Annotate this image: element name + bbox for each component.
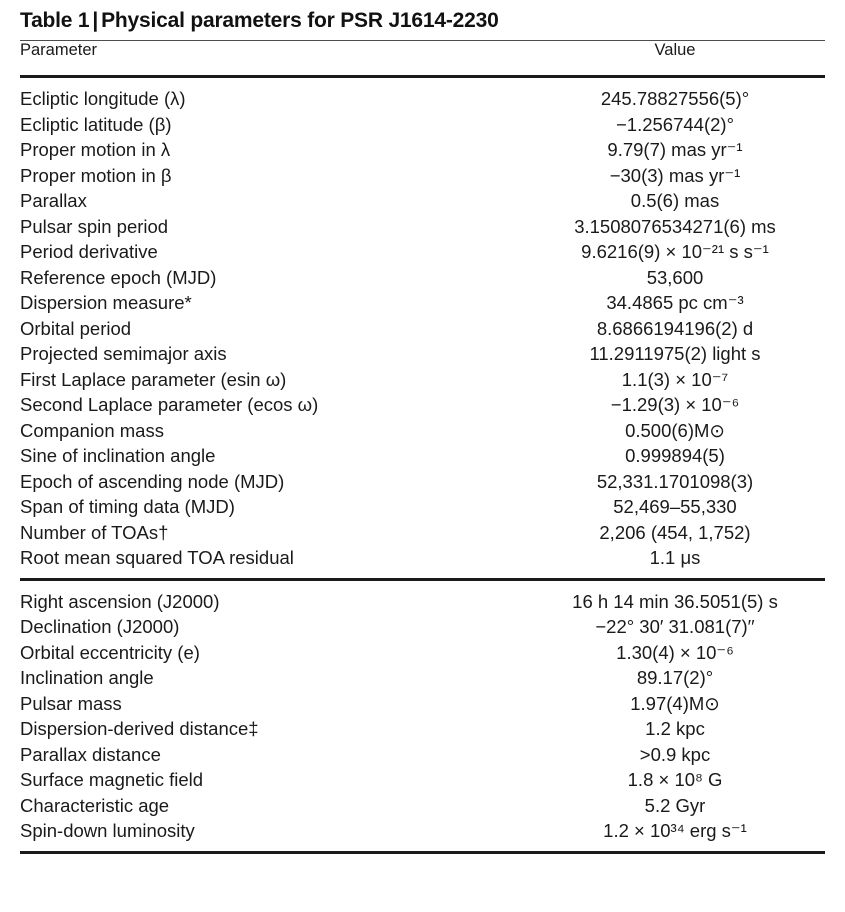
- parameter-value-cell: 0.500(6)M⊙: [625, 419, 725, 441]
- parameter-name-cell: Ecliptic latitude (β): [20, 113, 172, 135]
- parameter-value-cell: 53,600: [646, 266, 704, 288]
- parameter-name-cell: Second Laplace parameter (ecos ω): [20, 394, 319, 415]
- table-row: [20, 418, 825, 444]
- table-row: [20, 367, 825, 393]
- section-measured-body: [20, 78, 825, 578]
- table-row: [20, 494, 825, 520]
- table-row: [20, 188, 825, 214]
- table-row: [20, 214, 825, 240]
- parameter-name-cell: Proper motion in λ: [20, 139, 171, 160]
- section-bottom-spacer: [20, 571, 825, 578]
- table-row: [20, 316, 825, 342]
- parameter-value-cell: 0.999894(5): [625, 445, 725, 466]
- parameter-value-cell: 11.2911975(2) light s: [589, 343, 761, 364]
- table-header-row: [20, 41, 825, 75]
- parameter-value-cell: 8.6866194196(2) d: [596, 317, 754, 339]
- parameter-value-cell: 1.8 × 10⁸ G: [627, 769, 723, 790]
- parameter-name-cell: Surface magnetic field: [20, 769, 204, 790]
- parameter-name-cell: Period derivative: [20, 241, 158, 262]
- table-row: [20, 589, 825, 615]
- rule-table-bottom: [20, 851, 825, 854]
- parameter-name-cell: Right ascension (J2000): [20, 590, 220, 612]
- parameter-value-cell: 52,469–55,330: [613, 496, 737, 517]
- parameter-value-cell: 1.2 kpc: [645, 718, 705, 739]
- table-label: Table 1: [20, 9, 90, 32]
- section-measured-parameters: [20, 78, 825, 578]
- parameter-name-cell: Root mean squared TOA residual: [20, 547, 294, 568]
- parameter-value-cell: 34.4865 pc cm⁻³: [606, 292, 744, 313]
- table-row: [20, 520, 825, 546]
- parameter-value-cell: −1.256744(2)°: [616, 113, 734, 135]
- parameter-name-cell: Span of timing data (MJD): [20, 496, 235, 517]
- parameter-value-cell: 1.1(3) × 10⁻⁷: [621, 368, 729, 390]
- parameter-name-cell: Projected semimajor axis: [20, 343, 227, 364]
- parameter-name-cell: Characteristic age: [20, 794, 170, 816]
- parameter-name-cell: Ecliptic longitude (λ): [20, 88, 186, 109]
- column-header-parameter: Parameter: [20, 41, 98, 59]
- section-bottom-spacer: [20, 844, 825, 851]
- parameter-value-cell: 9.79(7) mas yr⁻¹: [607, 139, 743, 160]
- section-derived-parameters: [20, 581, 825, 851]
- table-row: [20, 767, 825, 793]
- parameter-value-cell: 245.78827556(5)°: [600, 88, 750, 109]
- table-row: [20, 290, 825, 316]
- parameter-name-cell: Epoch of ascending node (MJD): [20, 470, 285, 492]
- parameter-value-cell: 1.30(4) × 10⁻⁶: [616, 641, 734, 663]
- table-title-separator: |: [92, 9, 99, 32]
- parameter-name-cell: Spin-down luminosity: [20, 820, 195, 841]
- table-header: [20, 41, 825, 75]
- parameters-table: [20, 41, 825, 75]
- parameter-name-cell: Parallax distance: [20, 743, 161, 765]
- table-row: [20, 392, 825, 418]
- parameter-name-cell: Pulsar mass: [20, 692, 122, 714]
- parameter-value-cell: 89.17(2)°: [636, 667, 714, 688]
- parameter-name-cell: Dispersion measure*: [20, 292, 192, 313]
- parameter-name-cell: Declination (J2000): [20, 616, 180, 637]
- table-row: [20, 112, 825, 138]
- section-top-spacer: [20, 78, 825, 86]
- table-row: [20, 716, 825, 742]
- table-row: [20, 469, 825, 495]
- table-row: [20, 239, 825, 265]
- parameter-value-cell: 16 h 14 min 36.5051(5) s: [572, 590, 778, 612]
- table-row: [20, 443, 825, 469]
- table-row: [20, 614, 825, 640]
- parameter-value-cell: 5.2 Gyr: [644, 794, 706, 816]
- parameter-value-cell: −30(3) mas yr⁻¹: [609, 164, 741, 186]
- parameter-value-cell: 52,331.1701098(3): [596, 470, 754, 492]
- parameter-name-cell: Proper motion in β: [20, 164, 172, 186]
- parameter-value-cell: −22° 30′ 31.081(7)′′: [595, 616, 755, 637]
- table-row: [20, 265, 825, 291]
- section-top-spacer: [20, 581, 825, 589]
- table-caption: Physical parameters for PSR J1614-2230: [101, 9, 499, 32]
- parameter-name-cell: Dispersion-derived distance‡: [20, 718, 259, 739]
- table-row: [20, 86, 825, 112]
- parameter-name-cell: First Laplace parameter (esin ω): [20, 368, 287, 390]
- parameter-name-cell: Inclination angle: [20, 667, 154, 688]
- table-row: [20, 665, 825, 691]
- parameter-value-cell: 1.1 μs: [649, 547, 701, 568]
- parameter-value-cell: −1.29(3) × 10⁻⁶: [610, 394, 740, 415]
- parameter-name-cell: Sine of inclination angle: [20, 445, 216, 466]
- parameter-value-cell: 2,206 (454, 1,752): [599, 521, 751, 543]
- parameter-value-cell: 3.1508076534271(6) ms: [574, 215, 776, 237]
- table-row: [20, 793, 825, 819]
- parameter-value-cell: 0.5(6) mas: [630, 190, 720, 211]
- table-row: [20, 691, 825, 717]
- parameter-name-cell: Orbital eccentricity (e): [20, 641, 200, 663]
- table-row: [20, 137, 825, 163]
- parameter-name-cell: Number of TOAs†: [20, 521, 169, 543]
- parameter-value-cell: 1.97(4)M⊙: [630, 692, 720, 714]
- column-header-value: Value: [654, 41, 696, 59]
- parameter-name-cell: Orbital period: [20, 317, 132, 339]
- table-row: [20, 545, 825, 571]
- parameter-name-cell: Parallax: [20, 190, 87, 211]
- table-row: [20, 818, 825, 844]
- table-row: [20, 163, 825, 189]
- table-row: [20, 640, 825, 666]
- parameter-name-cell: Reference epoch (MJD): [20, 266, 217, 288]
- parameter-value-cell: >0.9 kpc: [639, 743, 711, 765]
- table-row: [20, 341, 825, 367]
- parameter-name-cell: Companion mass: [20, 419, 164, 441]
- table-row: [20, 742, 825, 768]
- parameter-value-cell: 9.6216(9) × 10⁻²¹ s s⁻¹: [581, 241, 769, 262]
- parameter-value-cell: 1.2 × 10³⁴ erg s⁻¹: [603, 820, 747, 841]
- parameter-name-cell: Pulsar spin period: [20, 215, 169, 237]
- table-title: [20, 0, 825, 40]
- section-derived-body: [20, 581, 825, 851]
